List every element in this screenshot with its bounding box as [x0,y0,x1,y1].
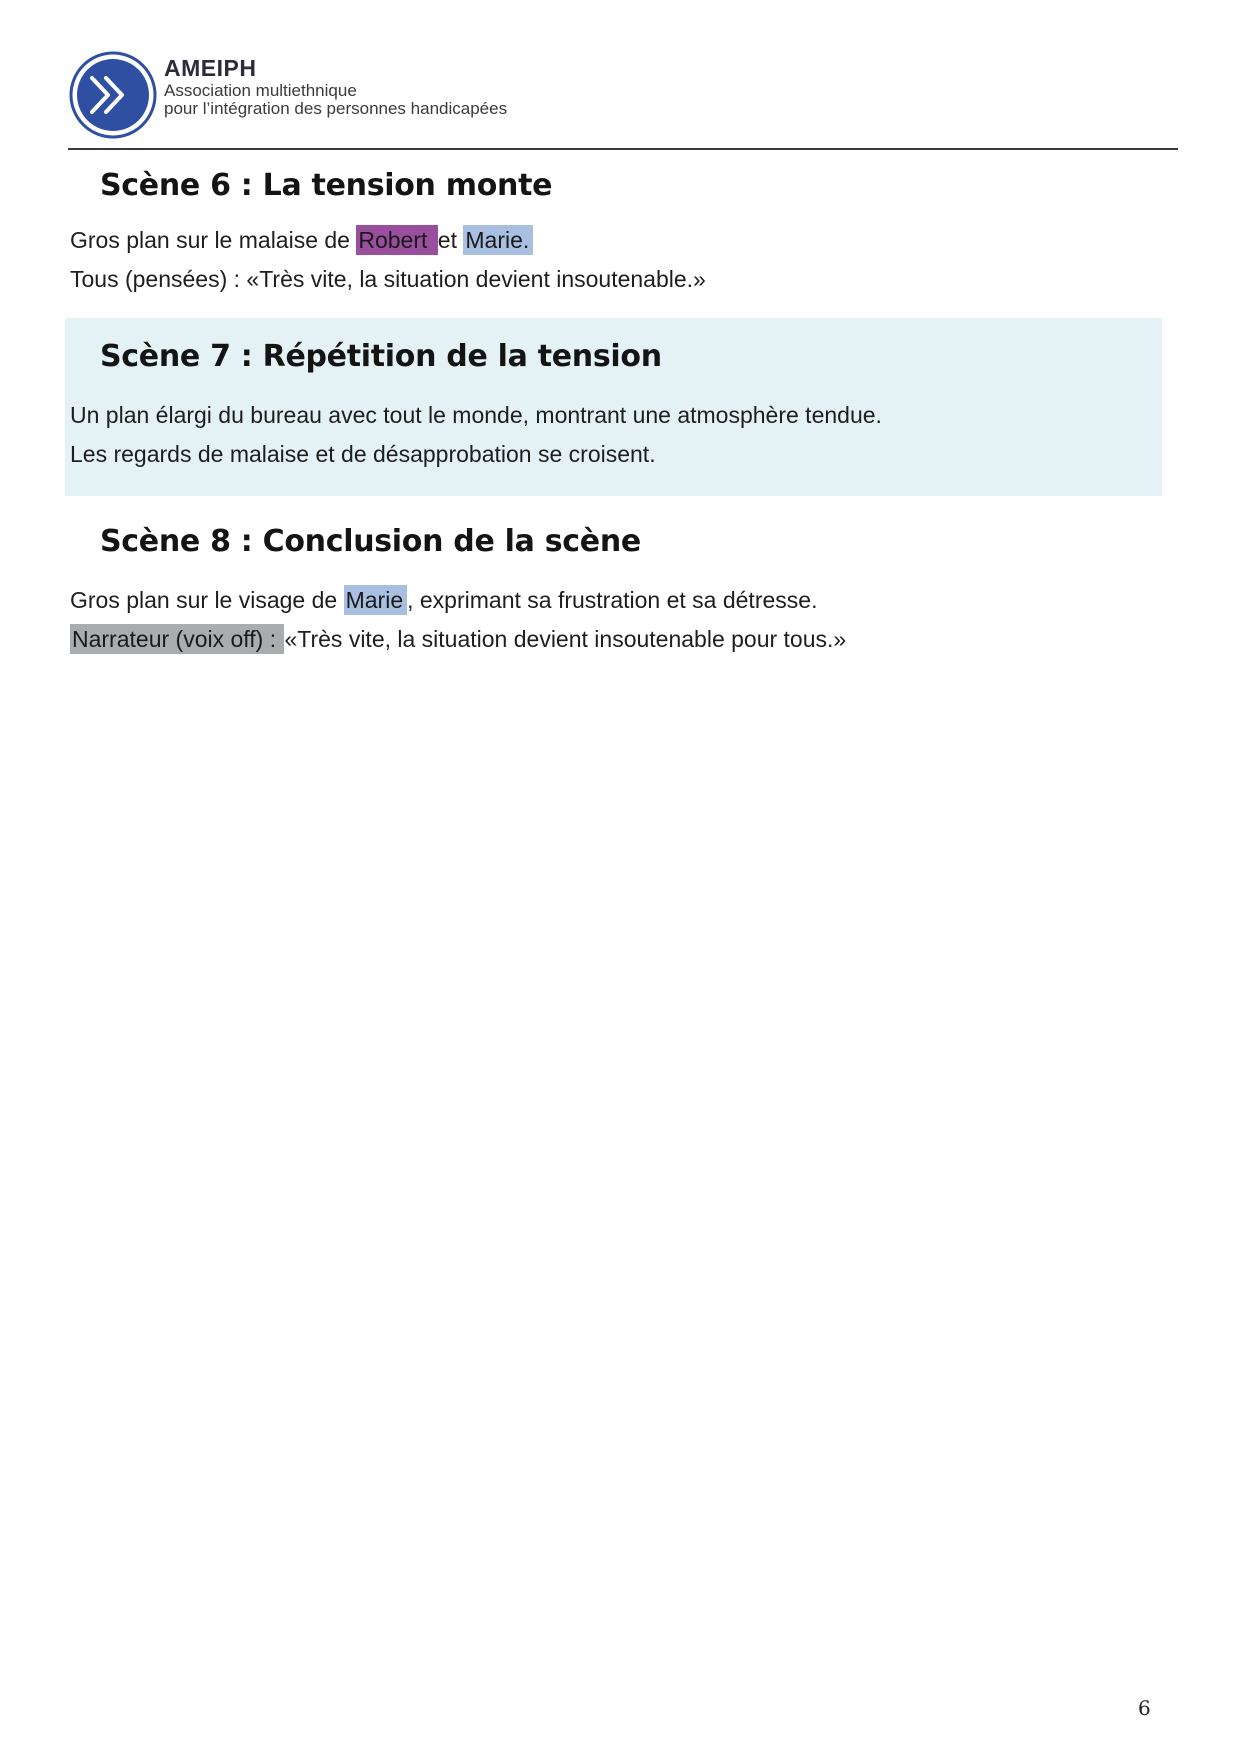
scene-7-line-2: Les regards de malaise et de désapprobation se croisent. [70,441,656,467]
highlight-marie: Marie [344,585,408,615]
brand-tagline-1: Association multiethnique [164,81,357,100]
highlight-narrator: Narrateur (voix off) : [72,626,283,652]
scene-7-line-1: Un plan élargi du bureau avec tout le monde, montrant une atmosphère tendue. [70,402,882,428]
highlight-robert: Robert [356,225,437,255]
brand-tagline-2: pour l’intégration des personnes handicapées [164,99,508,118]
scene-6-line-1 [70,225,533,255]
scene-8-line-1-suffix: , exprimant sa frustration et sa détresse. [407,587,818,613]
highlight-marie: Marie. [463,225,533,255]
scene-6-title: Scène 6 : La tension monte [100,168,553,203]
scene-8-line-2 [70,624,846,654]
scene-7-title: Scène 7 : Répétition de la tension [100,339,662,374]
scene-8-title: Scène 8 : Conclusion de la scène [100,524,641,559]
page-header [68,50,1178,150]
double-chevron-right-icon [68,50,158,140]
scene-8-line-1-prefix: Gros plan sur le visage de [70,587,344,613]
scene-6-line-2: Tous (pensées) : «Très vite, la situation devient insoutenable.» [70,266,706,292]
scene-6-line-1-prefix: Gros plan sur le malaise de [70,227,357,253]
page-number: 6 [1138,1696,1151,1720]
brand-block [164,54,507,118]
scene-8-line-2-suffix: «Très vite, la situation devient insoutenable pour tous.» [284,626,847,652]
scene-6-line-1-middle: et [437,227,464,253]
scene-8-line-1 [70,585,817,615]
brand-name: AMEIPH [164,55,257,81]
